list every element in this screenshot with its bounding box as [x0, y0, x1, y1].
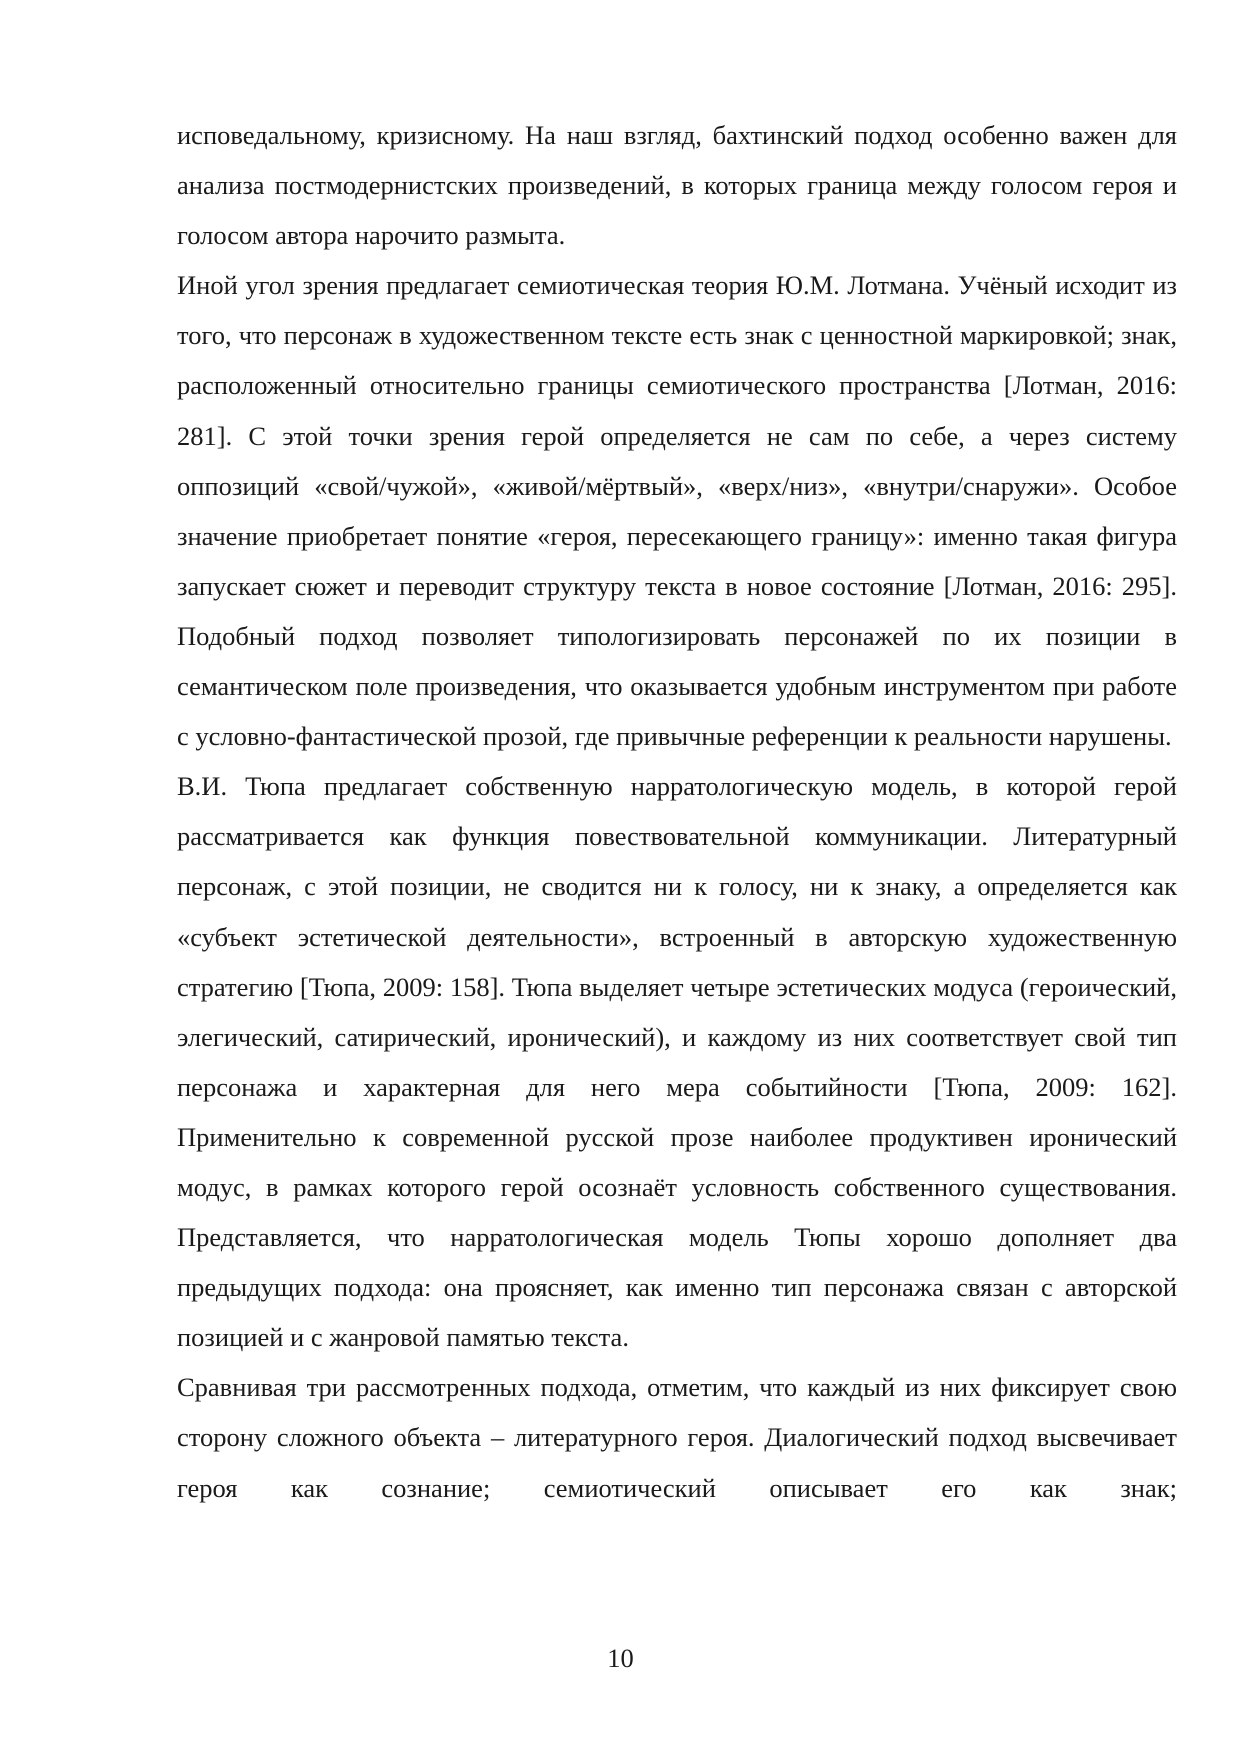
paragraph-1: исповедальному, кризисному. На наш взгляд, бахтинский подход особенно важен для анализа постмодернистских произведений, в которых граница между голосом героя и голосом автора нарочито размыта. [177, 120, 1177, 251]
page-number: 10 [607, 1643, 634, 1673]
body-text [177, 110, 1177, 1513]
paragraph-4: Сравнивая три рассмотренных подхода, отметим, что каждый из них фиксирует свою сторону сложного объекта – литературного героя. Диалогический подход высвечивает героя как сознание; семиотический описывает его как знак; [177, 1372, 1177, 1503]
paragraph-2: Иной угол зрения предлагает семиотическая теория Ю.М. Лотмана. Учёный исходит из того, что персонаж в художественном тексте есть знак с ценностной маркировкой; знак, расположенный относительно границы семиотического пространства [Лотман, 2016: 281]. С этой точки зрения герой определяется не сам по себе, а через систему оппозиций «свой/чужой», «живой/мёртвый», «верх/низ», «внутри/снаружи». Особое значение приобретает понятие «героя, пересекающего границу»: именно такая фигура запускает сюжет и переводит структуру текста в новое состояние [Лотман, 2016: 295]. Подобный подход позволяет типологизировать персонажей по их позиции в семантическом поле произведения, что оказывается удобным инструментом при работе с условно-фантастической прозой, где привычные референции к реальности нарушены. [177, 270, 1177, 752]
paragraph-3: В.И. Тюпа предлагает собственную нарратологическую модель, в которой герой рассматривается как функция повествовательной коммуникации. Литературный персонаж, с этой позиции, не сводится ни к голосу, ни к знаку, а определяется как «субъект эстетической деятельности», встроенный в авторскую художественную стратегию [Тюпа, 2009: 158]. Тюпа выделяет четыре эстетических модуса (героический, элегический, сатирический, иронический), и каждому из них соответствует свой тип персонажа и характерная для него мера событийности [Тюпа, 2009: 162]. Применительно к современной русской прозе наиболее продуктивен иронический модус, в рамках которого герой осознаёт условность собственного существования. Представляется, что нарратологическая модель Тюпы хорошо дополняет два предыдущих подхода: она проясняет, как именно тип персонажа связан с авторской позицией и с жанровой памятью текста. [177, 771, 1177, 1353]
